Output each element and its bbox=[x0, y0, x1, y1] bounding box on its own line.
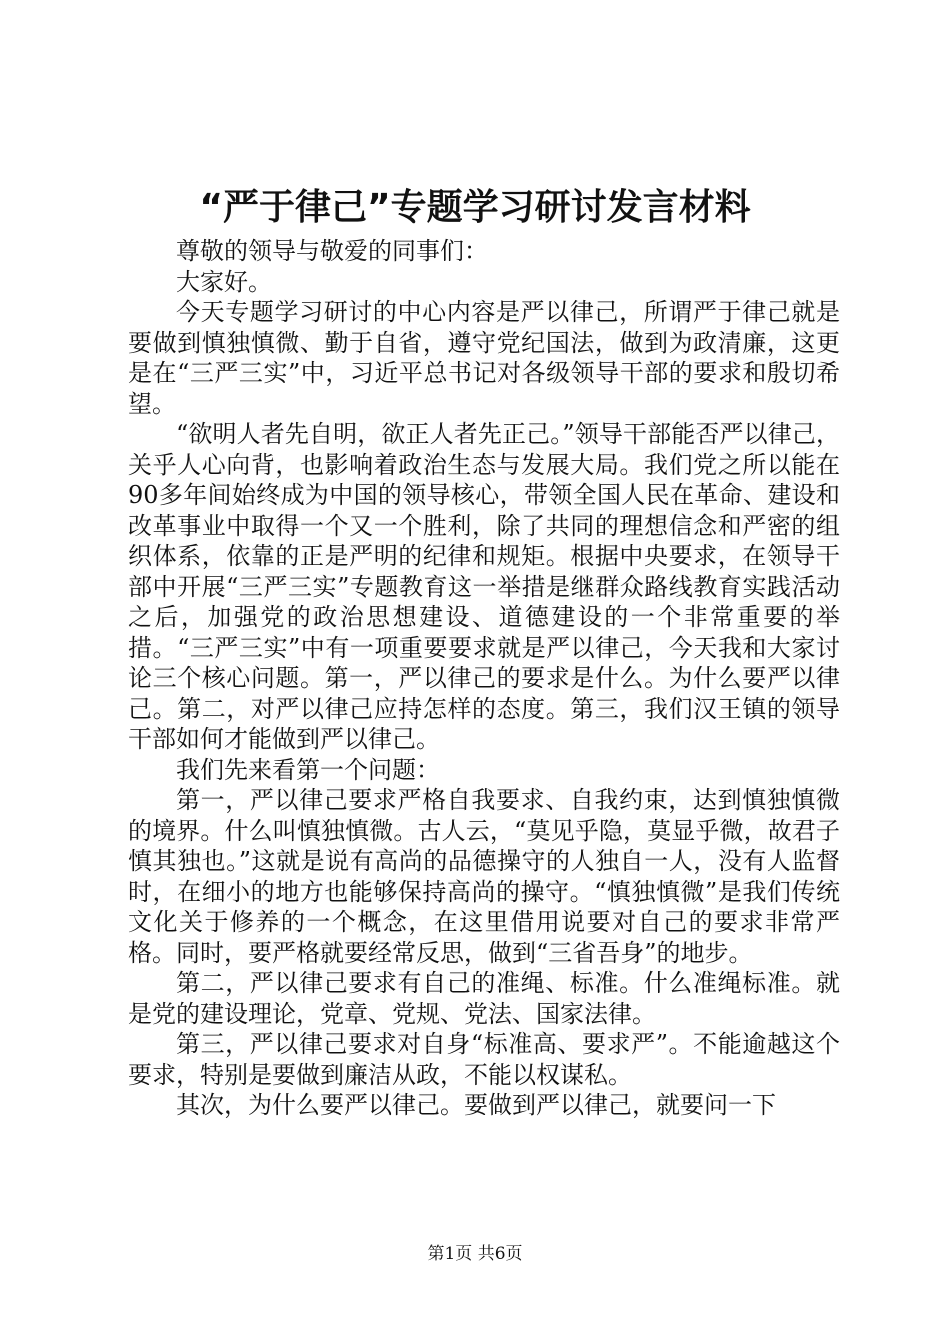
salutation: 尊敬的领导与敬爱的同事们： bbox=[176, 237, 488, 265]
paragraph: 第二，严以律己要求有自己的准绳、标准。什么准绳标准。就是党的建设理论，党章、党规、党法、国家法律。 bbox=[128, 969, 840, 1028]
paragraph: 第一，严以律己要求严格自我要求、自我约束，达到慎独慎微的境界。什么叫慎独慎微。古人云，“莫见乎隐，莫显乎微，故君子慎其独也。”这就是说有高尚的品德操守的人独自一人，没有人监督时，在细小的地方也能够保持高尚的操守。“慎独慎微”是我们传统文化关于修养的一个概念，在这里借用说要对自己的要求非常严格。同时，要严格就要经常反思，做到“三省吾身”的地步。 bbox=[128, 786, 840, 967]
paragraph: 其次，为什么要严以律己。要做到严以律己，就要问一下 bbox=[176, 1091, 776, 1119]
document-title: “严于律己”专题学习研讨发言材料 bbox=[199, 187, 751, 228]
greeting: 大家好。 bbox=[176, 267, 272, 296]
paragraph: “欲明人者先自明，欲正人者先正己。”领导干部能否严以律己，关乎人心向背，也影响着政治生态与发展大局。我们党之所以能在90多年间始终成为中国的领导核心，带领全国人民在革命、建设和改革事业中取得一个又一个胜利，除了共同的理想信念和严密的组织体系，依靠的正是严明的纪律和规矩。根据中央要求，在领导干部中开展“三严三实”专题教育这一举措是继群众路线教育实践活动之后，加强党的政治思想建设、道德建设的一个非常重要的举措。“三严三实”中有一项重要要求就是严以律己，今天我和大家讨论三个核心问题。第一，严以律己的要求是什么。为什么要严以律己。第二，对严以律己应持怎样的态度。第三，我们汉王镇的领导干部如何才能做到严以律己。 bbox=[128, 420, 840, 753]
paragraph: 今天专题学习研讨的中心内容是严以律己，所谓严于律己就是要做到慎独慎微、勤于自省，遵守党纪国法，做到为政清廉，这更是在“三严三实”中，习近平总书记对各级领导干部的要求和殷切希望。 bbox=[128, 298, 840, 418]
paragraph: 第三，严以律己要求对自身“标准高、要求严”。不能逾越这个要求，特别是要做到廉洁从政，不能以权谋私。 bbox=[128, 1030, 840, 1089]
document-body bbox=[128, 236, 840, 1121]
page-number-footer: 第1页 共6页 bbox=[427, 1244, 523, 1264]
paragraph: 我们先来看第一个问题： bbox=[176, 755, 440, 784]
